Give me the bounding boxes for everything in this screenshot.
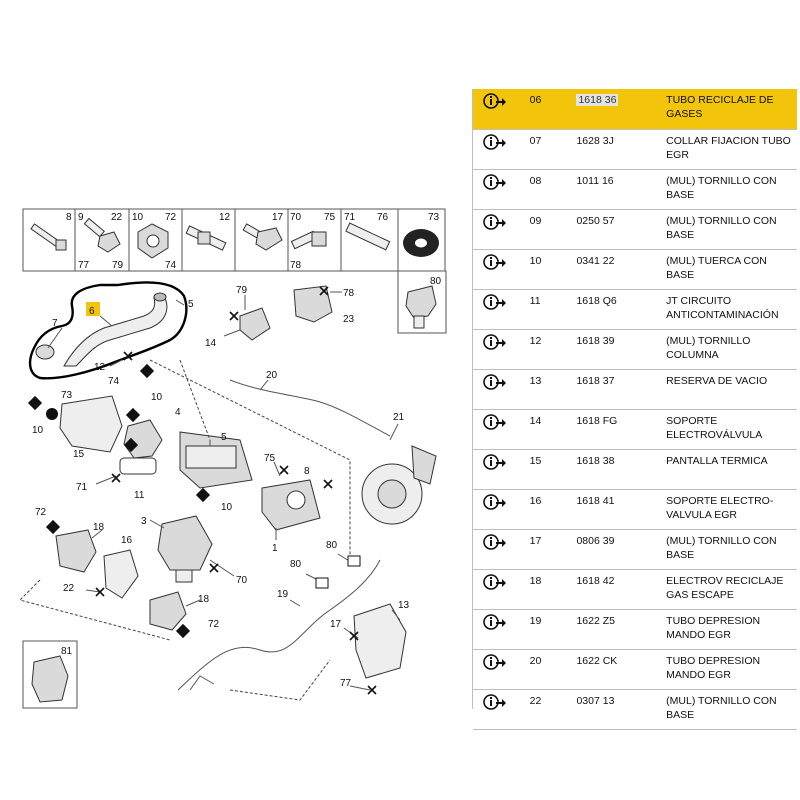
reference-number: 1618 39 xyxy=(576,334,615,347)
info-link-icon[interactable] xyxy=(483,573,507,591)
table-row[interactable] xyxy=(473,329,797,369)
svg-text:71: 71 xyxy=(76,482,88,493)
pipe-20 xyxy=(230,380,390,436)
table-row[interactable] xyxy=(473,489,797,529)
svg-text:13: 13 xyxy=(398,600,410,611)
info-link-icon[interactable] xyxy=(483,613,507,631)
row-description: (MUL) TORNILLO CON BASE xyxy=(664,689,797,729)
row-reference xyxy=(574,449,664,489)
row-position: 20 xyxy=(528,649,575,689)
svg-text:1: 1 xyxy=(272,543,278,554)
row-reference xyxy=(574,329,664,369)
info-link-icon[interactable] xyxy=(483,453,507,471)
svg-text:10: 10 xyxy=(32,425,44,436)
row-description: (MUL) TUERCA CON BASE xyxy=(664,249,797,289)
row-position: 22 xyxy=(528,689,575,729)
row-position: 16 xyxy=(528,489,575,529)
svg-text:79: 79 xyxy=(112,260,124,271)
svg-text:71: 71 xyxy=(344,212,356,223)
row-position: 08 xyxy=(528,169,575,209)
reference-number: 1618 41 xyxy=(576,494,615,507)
table-row[interactable] xyxy=(473,649,797,689)
svg-text:9: 9 xyxy=(78,212,84,223)
row-reference xyxy=(574,129,664,169)
table-row[interactable] xyxy=(473,89,797,129)
reference-number: 0806 39 xyxy=(576,534,615,547)
row-description: ELECTROV RECICLAJE GAS ESCAPE xyxy=(664,569,797,609)
row-position: 17 xyxy=(528,529,575,569)
svg-text:15: 15 xyxy=(73,449,85,460)
row-description: TUBO DEPRESION MANDO EGR xyxy=(664,649,797,689)
info-link-icon[interactable] xyxy=(483,533,507,551)
svg-text:77: 77 xyxy=(340,678,352,689)
svg-text:74: 74 xyxy=(108,376,120,387)
bracket-16 xyxy=(104,550,138,598)
row-description: COLLAR FIJACION TUBO EGR xyxy=(664,129,797,169)
row-info-cell[interactable] xyxy=(473,489,528,529)
row-description: TUBO RECICLAJE DE GASES xyxy=(664,89,797,129)
row-reference xyxy=(574,529,664,569)
svg-text:70: 70 xyxy=(236,575,248,586)
svg-text:81: 81 xyxy=(61,646,73,657)
info-link-icon[interactable] xyxy=(483,173,507,191)
row-description: (MUL) TORNILLO CON BASE xyxy=(664,169,797,209)
row-description: SOPORTE ELECTRO-VALVULA EGR xyxy=(664,489,797,529)
row-description: RESERVA DE VACIO xyxy=(664,369,797,409)
row-info-cell[interactable] xyxy=(473,369,528,409)
reference-number: 1618 42 xyxy=(576,574,615,587)
svg-text:12: 12 xyxy=(94,362,106,373)
svg-text:73: 73 xyxy=(61,390,73,401)
parts-table-body xyxy=(473,89,797,729)
svg-text:74: 74 xyxy=(165,260,177,271)
leader-lines xyxy=(48,292,400,690)
svg-text:77: 77 xyxy=(78,260,90,271)
egr-valve-3 xyxy=(158,516,212,582)
info-link-icon[interactable] xyxy=(483,92,507,110)
row-position: 07 xyxy=(528,129,575,169)
row-info-cell[interactable] xyxy=(473,649,528,689)
svg-text:80: 80 xyxy=(430,276,442,287)
svg-text:17: 17 xyxy=(330,619,342,630)
support-14 xyxy=(240,308,270,340)
solenoid-valve-18b xyxy=(150,592,186,630)
reference-number: 0307 13 xyxy=(576,694,615,707)
row-description: PANTALLA TERMICA xyxy=(664,449,797,489)
table-row[interactable] xyxy=(473,369,797,409)
row-description: SOPORTE ELECTROVÁLVULA xyxy=(664,409,797,449)
svg-text:78: 78 xyxy=(343,288,355,299)
reference-number: 1618 38 xyxy=(576,454,615,467)
svg-text:17: 17 xyxy=(272,212,284,223)
info-link-icon[interactable] xyxy=(483,373,507,391)
washer-73-icon xyxy=(403,229,439,257)
svg-text:22: 22 xyxy=(111,212,123,223)
info-link-icon[interactable] xyxy=(483,653,507,671)
row-reference xyxy=(574,409,664,449)
info-link-icon[interactable] xyxy=(483,693,507,711)
row-position: 12 xyxy=(528,329,575,369)
turbo-21 xyxy=(362,446,436,524)
svg-text:80: 80 xyxy=(290,559,302,570)
row-info-cell[interactable] xyxy=(473,89,528,129)
svg-text:22: 22 xyxy=(63,583,75,594)
svg-text:18: 18 xyxy=(198,594,210,605)
row-description: (MUL) TORNILLO CON BASE xyxy=(664,529,797,569)
svg-text:10: 10 xyxy=(221,502,233,513)
row-position: 19 xyxy=(528,609,575,649)
svg-text:72: 72 xyxy=(165,212,177,223)
info-link-icon[interactable] xyxy=(483,213,507,231)
table-row[interactable] xyxy=(473,609,797,649)
svg-text:5: 5 xyxy=(221,432,227,443)
row-info-cell[interactable] xyxy=(473,529,528,569)
table-row[interactable] xyxy=(473,129,797,169)
svg-text:5: 5 xyxy=(188,299,194,310)
svg-text:78: 78 xyxy=(290,260,302,271)
info-link-icon[interactable] xyxy=(483,253,507,271)
row-position: 14 xyxy=(528,409,575,449)
row-description: TUBO DEPRESION MANDO EGR xyxy=(664,609,797,649)
elbow-4 xyxy=(124,420,162,458)
row-info-cell[interactable] xyxy=(473,209,528,249)
table-row[interactable] xyxy=(473,449,797,489)
table-row[interactable] xyxy=(473,569,797,609)
svg-text:3: 3 xyxy=(141,516,147,527)
row-position: 11 xyxy=(528,289,575,329)
table-row[interactable] xyxy=(473,249,797,289)
row-reference xyxy=(574,489,664,529)
row-info-cell[interactable] xyxy=(473,329,528,369)
row-reference xyxy=(574,89,664,129)
row-info-cell[interactable] xyxy=(473,689,528,729)
svg-text:4: 4 xyxy=(175,407,181,418)
parts-table xyxy=(473,89,797,730)
row-position: 15 xyxy=(528,449,575,489)
row-position: 13 xyxy=(528,369,575,409)
row-info-cell[interactable] xyxy=(473,169,528,209)
info-link-icon[interactable] xyxy=(483,293,507,311)
reference-number: 1628 3J xyxy=(576,134,614,147)
info-link-icon[interactable] xyxy=(483,333,507,351)
info-link-icon[interactable] xyxy=(483,493,507,511)
row-reference xyxy=(574,689,664,729)
svg-text:12: 12 xyxy=(219,212,231,223)
row-description: (MUL) TORNILLO CON BASE xyxy=(664,209,797,249)
table-row[interactable] xyxy=(473,289,797,329)
row-info-cell[interactable] xyxy=(473,129,528,169)
egr-tube-6 xyxy=(36,293,167,366)
row-reference xyxy=(574,209,664,249)
row-reference xyxy=(574,649,664,689)
svg-text:11: 11 xyxy=(134,490,145,501)
info-link-icon[interactable] xyxy=(483,413,507,431)
svg-text:75: 75 xyxy=(264,453,276,464)
svg-text:80: 80 xyxy=(326,540,338,551)
svg-text:79: 79 xyxy=(236,285,248,296)
row-info-cell[interactable] xyxy=(473,289,528,329)
svg-text:70: 70 xyxy=(290,212,302,223)
svg-text:72: 72 xyxy=(208,619,220,630)
svg-text:72: 72 xyxy=(35,507,47,518)
reference-number: 1618 37 xyxy=(576,374,615,387)
svg-text:16: 16 xyxy=(121,535,133,546)
svg-text:19: 19 xyxy=(277,589,289,600)
row-position: 09 xyxy=(528,209,575,249)
info-link-icon[interactable] xyxy=(483,133,507,151)
reference-number: 1618 FG xyxy=(576,414,618,427)
svg-text:10: 10 xyxy=(132,212,144,223)
svg-text:10: 10 xyxy=(151,392,163,403)
svg-text:18: 18 xyxy=(93,522,105,533)
svg-text:8: 8 xyxy=(66,212,72,223)
svg-text:14: 14 xyxy=(205,338,217,349)
row-position: 18 xyxy=(528,569,575,609)
reference-number: 1618 Q6 xyxy=(576,294,617,307)
row-info-cell[interactable] xyxy=(473,609,528,649)
row-reference xyxy=(574,249,664,289)
row-reference xyxy=(574,169,664,209)
table-row[interactable] xyxy=(473,689,797,729)
row-info-cell[interactable] xyxy=(473,409,528,449)
svg-text:6: 6 xyxy=(89,306,95,317)
row-description: (MUL) TORNILLO COLUMNA xyxy=(664,329,797,369)
reference-number: 1011 16 xyxy=(576,174,614,187)
row-reference xyxy=(574,369,664,409)
row-position: 06 xyxy=(528,89,575,129)
svg-text:8: 8 xyxy=(304,466,310,477)
svg-text:75: 75 xyxy=(324,212,336,223)
svg-text:7: 7 xyxy=(52,318,58,329)
table-row[interactable] xyxy=(473,209,797,249)
row-description: JT CIRCUITO ANTICONTAMINACIÓN xyxy=(664,289,797,329)
row-info-cell[interactable] xyxy=(473,569,528,609)
row-reference xyxy=(574,609,664,649)
svg-text:20: 20 xyxy=(266,370,278,381)
svg-text:23: 23 xyxy=(343,314,355,325)
reference-number: 1622 CK xyxy=(576,654,618,667)
reference-number: 1618 36 xyxy=(578,94,617,106)
table-row[interactable] xyxy=(473,169,797,209)
reference-number: 0250 57 xyxy=(576,214,615,227)
table-row[interactable] xyxy=(473,529,797,569)
svg-text:76: 76 xyxy=(377,212,389,223)
row-reference xyxy=(574,289,664,329)
row-reference xyxy=(574,569,664,609)
table-row[interactable] xyxy=(473,409,797,449)
heat-shield-15 xyxy=(60,396,122,452)
reference-number: 1622 Z5 xyxy=(576,614,615,627)
row-info-cell[interactable] xyxy=(473,449,528,489)
solenoid-23 xyxy=(294,286,332,322)
row-position: 10 xyxy=(528,249,575,289)
svg-text:21: 21 xyxy=(393,412,405,423)
vacuum-reservoir-13 xyxy=(354,604,406,678)
row-info-cell[interactable] xyxy=(473,249,528,289)
gasket-11 xyxy=(120,458,156,474)
reference-number: 0341 22 xyxy=(576,254,615,267)
svg-text:73: 73 xyxy=(428,212,440,223)
solenoid-valve-18a xyxy=(56,530,96,572)
egr-cooler xyxy=(180,432,320,530)
